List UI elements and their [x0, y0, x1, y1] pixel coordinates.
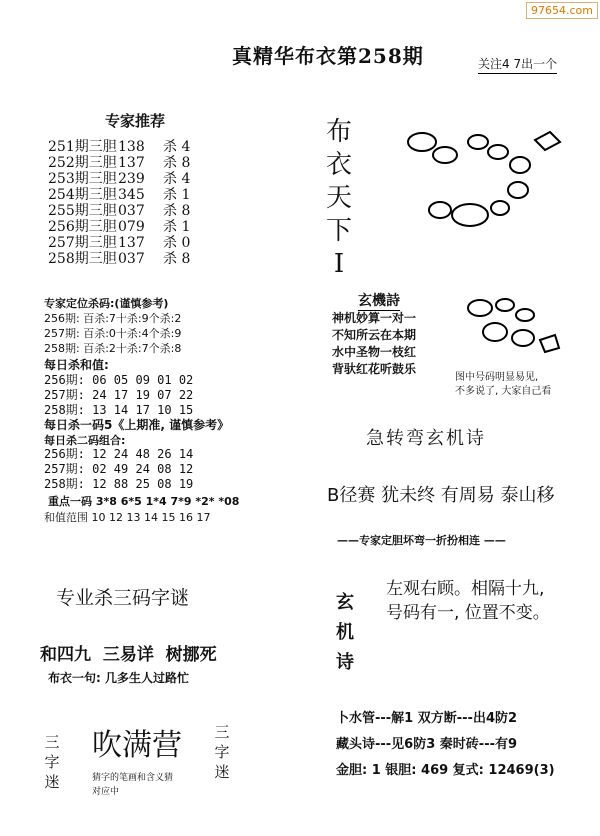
kill-cell: 杀 1 [163, 219, 191, 235]
table-row [48, 187, 203, 203]
vertical-char: 下 [325, 216, 352, 246]
list-item: 256期: 12 24 48 26 14 [44, 447, 194, 461]
vertical-char: 诗 [336, 652, 354, 673]
poem-line: 神机妙算一对一 [332, 311, 417, 325]
vertical-char: 衣 [325, 150, 352, 180]
position-heading: 专家定位杀码:(谨慎参考) [44, 297, 169, 310]
page-subtitle: 关注4 7出一个 [478, 55, 557, 74]
table-row [48, 139, 203, 155]
nums-cell: 137 [118, 155, 145, 171]
vertical-char: 字 [44, 753, 60, 771]
vertical-char: 迷 [214, 763, 230, 781]
kill-cell: 杀 4 [163, 139, 191, 155]
kill-cell: 杀 1 [163, 187, 191, 203]
vertical-char: 天 [325, 183, 352, 213]
kill-cell: 杀 8 [163, 155, 191, 171]
poem-line: 水中圣物一枝红 [332, 345, 417, 359]
sum-range-line: 和值范围 10 12 13 14 15 16 17 [44, 511, 211, 524]
vertical-char: 机 [336, 622, 354, 643]
table-row [48, 171, 203, 187]
issue-cell: 251期三胆 [48, 139, 117, 155]
sum-table [44, 373, 193, 418]
position-table [44, 311, 181, 356]
machine-poem-title: 玄機詩 [358, 290, 400, 311]
poem-line: 不知所云在本期 [332, 328, 417, 342]
turn-poem-line: B径赛 犹未终 有周易 泰山移 [327, 485, 555, 506]
riddle-big-text: 吹满营 [92, 728, 182, 763]
list-item: 金胆: 1 银胆: 469 复式: 12469(3) [336, 763, 555, 778]
table-row [48, 251, 203, 267]
combo-table [44, 447, 193, 492]
issue-cell: 255期三胆 [48, 203, 117, 219]
list-item: 257期: 02 49 24 08 12 [44, 462, 194, 476]
table-row [48, 203, 203, 219]
riddle-hint-1: 猜字的笔画和含义猜 [92, 773, 174, 783]
kill-cell: 杀 0 [163, 235, 191, 251]
xuanji-line-1: 左观右顾。相隔十九, [386, 579, 545, 599]
vertical-char: 字 [214, 743, 230, 761]
issue-cell: 258期三胆 [48, 251, 117, 267]
issue-cell: 252期三胆 [48, 155, 117, 171]
list-item: 258期: 13 14 17 10 15 [44, 403, 194, 417]
issue-cell: 253期三胆 [48, 171, 117, 187]
table-row [48, 235, 203, 251]
machine-poem-lines [332, 310, 416, 378]
table-row [48, 155, 203, 171]
expert-table [48, 139, 203, 267]
issue-cell: 256期三胆 [48, 219, 117, 235]
nums-cell: 138 [118, 139, 145, 155]
expert-banner: ——专家定胆坏弯一折扮相连 —— [337, 534, 506, 547]
nums-cell: 037 [118, 251, 145, 267]
xuanji-line-2: 号码有一, 位置不变。 [386, 603, 550, 623]
issue-cell: 257期三胆 [48, 235, 117, 251]
riddle-label-left [42, 732, 62, 792]
table-row [48, 219, 203, 235]
xuanji-label [335, 588, 355, 678]
list-item: 258期: 12 88 25 08 19 [44, 477, 194, 491]
list-item: 257期: 24 17 19 07 22 [44, 388, 194, 402]
sum-heading: 每日杀和值: [44, 358, 109, 372]
list-item: 256期: 百杀:7十杀:9个杀:2 [44, 312, 182, 325]
vertical-char: 玄 [336, 592, 354, 613]
riddle-note: 布衣一句: 几多生人过路忙 [48, 671, 189, 685]
list-item: 256期: 06 05 09 01 02 [44, 373, 194, 387]
key-one-line: 重点一码 3*8 6*5 1*4 7*9 *2* *08 [48, 495, 240, 508]
nums-cell: 037 [118, 203, 145, 219]
list-item: 藏头诗---见6防3 秦时砖---有9 [336, 737, 518, 752]
kill-cell: 杀 8 [163, 203, 191, 219]
turn-poem-heading: 急转弯玄机诗 [366, 428, 486, 449]
site-watermark: 97654.com [526, 2, 598, 19]
vertical-char: 迷 [44, 773, 60, 791]
vertical-char: 布 [325, 117, 352, 147]
combo-heading: 每日杀二码组合: [44, 434, 126, 447]
riddle-answer: 和四九 三易详 树挪死 [40, 645, 217, 665]
riddle-label-right [212, 722, 232, 782]
nums-cell: 239 [118, 171, 145, 187]
coin-icon [408, 133, 436, 151]
kill-one-line: 每日杀一码5《上期准, 谨慎参考》 [44, 418, 230, 432]
list-item: 258期: 百杀:2十杀:7个杀:8 [44, 342, 182, 355]
buyi-vertical-title [322, 116, 356, 281]
page-title: 真精华布衣第258期 [232, 44, 424, 68]
vertical-char: I [333, 249, 345, 279]
nums-cell: 345 [118, 187, 145, 203]
expert-heading: 专家推荐 [105, 112, 166, 130]
machine-caption-2: 不多说了, 大家自己看 [455, 386, 552, 397]
list-item: 卜水管---解1 双方断---出4防2 [336, 711, 518, 726]
riddle-hint-2: 对应中 [92, 787, 120, 797]
list-item: 257期: 百杀:0十杀:4个杀:9 [44, 327, 182, 340]
issue-cell: 254期三胆 [48, 187, 117, 203]
vertical-char: 三 [214, 723, 230, 741]
riddle-heading: 专业杀三码字谜 [56, 587, 190, 609]
coins-illustration-small [455, 290, 565, 360]
kill-cell: 杀 8 [163, 251, 191, 267]
bottom-lines [336, 706, 555, 784]
nums-cell: 079 [118, 219, 145, 235]
machine-caption-1: 图中号码明显易见, [455, 372, 539, 383]
kill-cell: 杀 4 [163, 171, 191, 187]
coins-illustration [400, 120, 570, 250]
vertical-char: 三 [44, 733, 60, 751]
nums-cell: 137 [118, 235, 145, 251]
poem-line: 背驮红花听鼓乐 [332, 362, 417, 376]
